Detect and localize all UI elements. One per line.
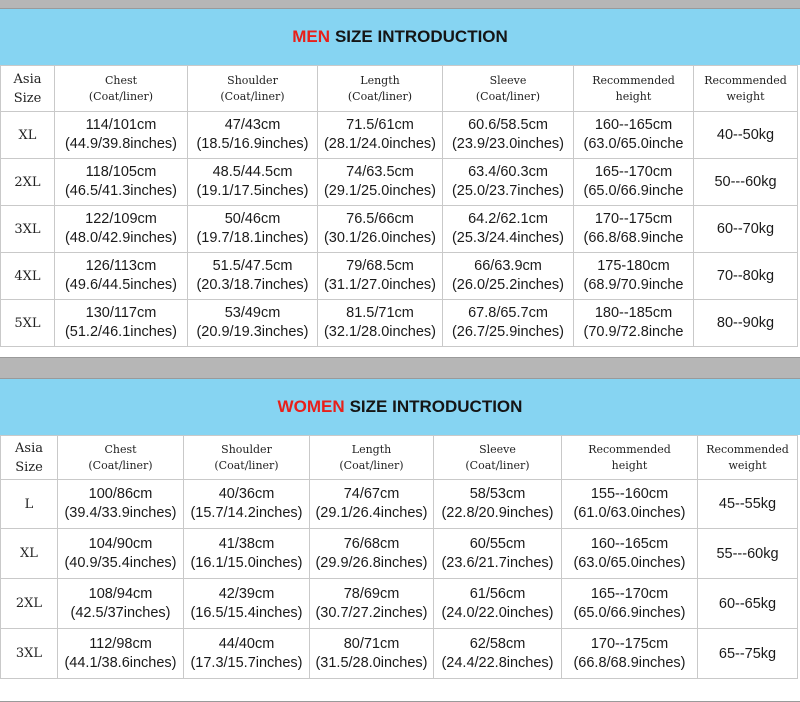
table-row: [1, 300, 798, 347]
header-chest: Chest (Coat/liner): [58, 436, 184, 480]
chest-value: 114/101cm (44.9/39.8inches): [55, 112, 188, 159]
sleeve-value: 62/58cm (24.4/22.8inches): [434, 629, 562, 679]
chest-value: 112/98cm (44.1/38.6inches): [58, 629, 184, 679]
shoulder-value: 44/40cm (17.3/15.7inches): [184, 629, 310, 679]
shoulder-value: 50/46cm (19.7/18.1inches): [188, 206, 318, 253]
size-label: L: [1, 480, 58, 529]
women-size-table: [0, 435, 798, 679]
height-value: 165--170cm (65.0/66.9inche: [574, 159, 694, 206]
length-value: 74/63.5cm (29.1/25.0inches): [318, 159, 443, 206]
chest-value: 100/86cm (39.4/33.9inches): [58, 480, 184, 529]
chest-value: 130/117cm (51.2/46.1inches): [55, 300, 188, 347]
header-shoulder: Shoulder (Coat/liner): [188, 66, 318, 112]
size-label: 3XL: [1, 629, 58, 679]
header-sleeve: Sleeve (Coat/liner): [434, 436, 562, 480]
length-value: 80/71cm (31.5/28.0inches): [310, 629, 434, 679]
women-title-accent: WOMEN: [277, 397, 345, 416]
chest-value: 118/105cm (46.5/41.3inches): [55, 159, 188, 206]
sleeve-value: 60.6/58.5cm (23.9/23.0inches): [443, 112, 574, 159]
header-shoulder: Shoulder (Coat/liner): [184, 436, 310, 480]
shoulder-value: 47/43cm (18.5/16.9inches): [188, 112, 318, 159]
table-row: [1, 206, 798, 253]
chest-value: 126/113cm (49.6/44.5inches): [55, 253, 188, 300]
height-value: 155--160cm (61.0/63.0inches): [562, 480, 698, 529]
chest-value: 108/94cm (42.5/37inches): [58, 579, 184, 629]
men-size-chart: [0, 8, 800, 358]
length-value: 81.5/71cm (32.1/28.0inches): [318, 300, 443, 347]
weight-value: 70--80kg: [694, 253, 798, 300]
weight-value: 45--55kg: [698, 480, 798, 529]
men-title-text: SIZE INTRODUCTION: [334, 27, 508, 46]
weight-value: 80--90kg: [694, 300, 798, 347]
table-row: [1, 112, 798, 159]
height-value: 165--170cm (65.0/66.9inches): [562, 579, 698, 629]
size-label: 5XL: [1, 300, 55, 347]
men-title-banner: [0, 9, 800, 65]
header-length: Length (Coat/liner): [310, 436, 434, 480]
shoulder-value: 42/39cm (16.5/15.4inches): [184, 579, 310, 629]
men-header-row: [1, 66, 798, 112]
height-value: 180--185cm (70.9/72.8inche: [574, 300, 694, 347]
height-value: 160--165cm (63.0/65.0inches): [562, 529, 698, 579]
shoulder-value: 53/49cm (20.9/19.3inches): [188, 300, 318, 347]
sleeve-value: 66/63.9cm (26.0/25.2inches): [443, 253, 574, 300]
header-chest: Chest (Coat/liner): [55, 66, 188, 112]
chest-value: 122/109cm (48.0/42.9inches): [55, 206, 188, 253]
size-label: XL: [1, 112, 55, 159]
sleeve-value: 64.2/62.1cm (25.3/24.4inches): [443, 206, 574, 253]
length-value: 71.5/61cm (28.1/24.0inches): [318, 112, 443, 159]
header-length: Length (Coat/liner): [318, 66, 443, 112]
length-value: 79/68.5cm (31.1/27.0inches): [318, 253, 443, 300]
size-label: XL: [1, 529, 58, 579]
table-row: [1, 529, 798, 579]
women-title-banner: [0, 379, 800, 435]
chest-value: 104/90cm (40.9/35.4inches): [58, 529, 184, 579]
sleeve-value: 61/56cm (24.0/22.0inches): [434, 579, 562, 629]
shoulder-value: 40/36cm (15.7/14.2inches): [184, 480, 310, 529]
length-value: 78/69cm (30.7/27.2inches): [310, 579, 434, 629]
shoulder-value: 41/38cm (16.1/15.0inches): [184, 529, 310, 579]
height-value: 160--165cm (63.0/65.0inche: [574, 112, 694, 159]
length-value: 76.5/66cm (30.1/26.0inches): [318, 206, 443, 253]
size-label: 4XL: [1, 253, 55, 300]
header-recommended-height: Recommended height: [562, 436, 698, 480]
height-value: 170--175cm (66.8/68.9inches): [562, 629, 698, 679]
women-title-text: SIZE INTRODUCTION: [349, 397, 523, 416]
sleeve-value: 63.4/60.3cm (25.0/23.7inches): [443, 159, 574, 206]
size-label: 2XL: [1, 579, 58, 629]
sleeve-value: 67.8/65.7cm (26.7/25.9inches): [443, 300, 574, 347]
weight-value: 60--70kg: [694, 206, 798, 253]
height-value: 175-180cm (68.9/70.9inche: [574, 253, 694, 300]
shoulder-value: 51.5/47.5cm (20.3/18.7inches): [188, 253, 318, 300]
sleeve-value: 58/53cm (22.8/20.9inches): [434, 480, 562, 529]
header-recommended-weight: Recommended weight: [694, 66, 798, 112]
women-header-row: [1, 436, 798, 480]
women-size-chart: [0, 378, 800, 702]
length-value: 74/67cm (29.1/26.4inches): [310, 480, 434, 529]
weight-value: 50---60kg: [694, 159, 798, 206]
men-size-table: [0, 65, 798, 347]
header-sleeve: Sleeve (Coat/liner): [443, 66, 574, 112]
table-row: [1, 579, 798, 629]
length-value: 76/68cm (29.9/26.8inches): [310, 529, 434, 579]
table-row: [1, 253, 798, 300]
men-title-accent: MEN: [292, 27, 330, 46]
shoulder-value: 48.5/44.5cm (19.1/17.5inches): [188, 159, 318, 206]
size-label: 2XL: [1, 159, 55, 206]
sleeve-value: 60/55cm (23.6/21.7inches): [434, 529, 562, 579]
height-value: 170--175cm (66.8/68.9inche: [574, 206, 694, 253]
weight-value: 40--50kg: [694, 112, 798, 159]
table-row: [1, 629, 798, 679]
header-asia-size: Asia Size: [1, 66, 55, 112]
size-label: 3XL: [1, 206, 55, 253]
weight-value: 55---60kg: [698, 529, 798, 579]
header-recommended-height: Recommended height: [574, 66, 694, 112]
table-row: [1, 480, 798, 529]
weight-value: 65--75kg: [698, 629, 798, 679]
weight-value: 60--65kg: [698, 579, 798, 629]
table-row: [1, 159, 798, 206]
header-recommended-weight: Recommended weight: [698, 436, 798, 480]
header-asia-size: Asia Size: [1, 436, 58, 480]
